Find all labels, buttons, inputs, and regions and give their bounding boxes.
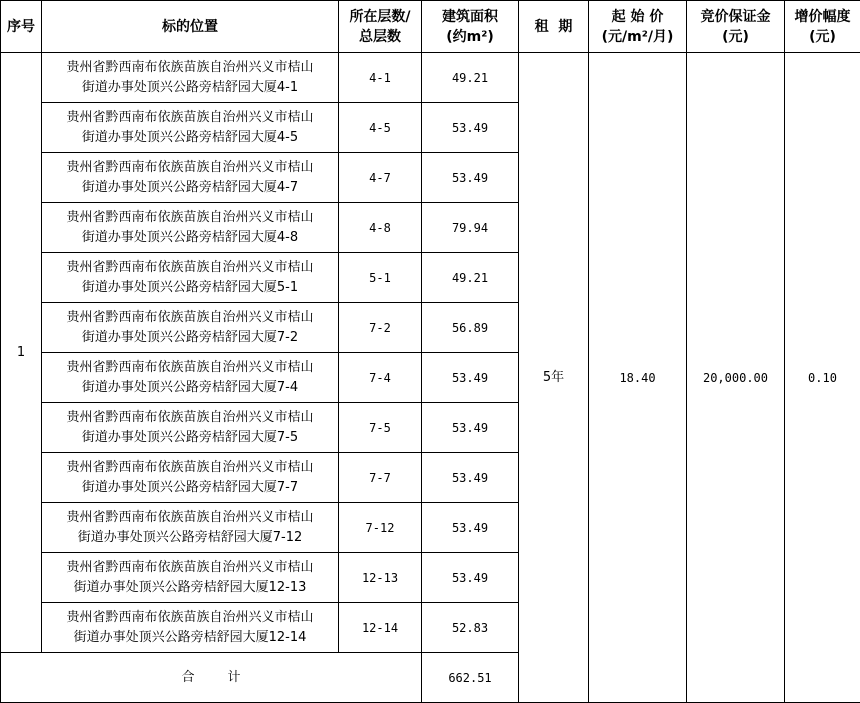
total-label: 合 计	[1, 653, 422, 703]
floor-cell: 7-5	[339, 403, 422, 453]
header-row	[1, 1, 860, 53]
location-line1: 贵州省黔西南布依族苗族自治州兴义市桔山	[66, 309, 314, 325]
floor-cell: 4-7	[339, 153, 422, 203]
header-increment	[785, 1, 860, 53]
location-line1: 贵州省黔西南布依族苗族自治州兴义市桔山	[66, 259, 314, 275]
header-deposit	[687, 1, 785, 53]
area-cell: 49.21	[422, 53, 519, 103]
header-area	[422, 1, 519, 53]
location-line2: 街道办事处顶兴公路旁桔舒园大厦12-14	[73, 629, 307, 645]
area-cell: 53.49	[422, 103, 519, 153]
location-line2: 街道办事处顶兴公路旁桔舒园大厦7-2	[81, 329, 299, 345]
location-cell	[42, 503, 339, 553]
header-price-line2: (元/m²/月)	[601, 28, 674, 45]
header-deposit-line1: 竞价保证金	[700, 8, 771, 25]
seq-cell: 1	[1, 53, 42, 653]
header-price-line1: 起 始 价	[611, 8, 664, 25]
floor-cell: 4-5	[339, 103, 422, 153]
table-row	[1, 53, 860, 103]
location-cell	[42, 203, 339, 253]
floor-cell: 12-14	[339, 603, 422, 653]
location-line1: 贵州省黔西南布依族苗族自治州兴义市桔山	[66, 609, 314, 625]
location-cell	[42, 603, 339, 653]
location-line2: 街道办事处顶兴公路旁桔舒园大厦4-1	[81, 79, 299, 95]
location-line1: 贵州省黔西南布依族苗族自治州兴义市桔山	[66, 559, 314, 575]
location-cell	[42, 53, 339, 103]
area-cell: 53.49	[422, 503, 519, 553]
location-line2: 街道办事处顶兴公路旁桔舒园大厦4-8	[81, 229, 299, 245]
header-area-line2: (约m²)	[446, 28, 494, 45]
header-increment-line1: 增价幅度	[794, 8, 851, 25]
floor-cell: 7-7	[339, 453, 422, 503]
location-line2: 街道办事处顶兴公路旁桔舒园大厦7-5	[81, 429, 299, 445]
location-line2: 街道办事处顶兴公路旁桔舒园大厦12-13	[73, 579, 307, 595]
header-floor	[339, 1, 422, 53]
floor-cell: 7-4	[339, 353, 422, 403]
location-line2: 街道办事处顶兴公路旁桔舒园大厦4-5	[81, 129, 299, 145]
area-cell: 79.94	[422, 203, 519, 253]
area-cell: 56.89	[422, 303, 519, 353]
floor-cell: 7-12	[339, 503, 422, 553]
location-cell	[42, 553, 339, 603]
location-line1: 贵州省黔西南布依族苗族自治州兴义市桔山	[66, 359, 314, 375]
location-cell	[42, 353, 339, 403]
floor-cell: 12-13	[339, 553, 422, 603]
header-area-line1: 建筑面积	[442, 8, 498, 25]
floor-cell: 5-1	[339, 253, 422, 303]
header-price	[589, 1, 687, 53]
deposit-cell: 20,000.00	[687, 53, 785, 703]
start-price-cell: 18.40	[589, 53, 687, 703]
location-line1: 贵州省黔西南布依族苗族自治州兴义市桔山	[66, 509, 314, 525]
header-seq: 序号	[1, 1, 42, 53]
location-cell	[42, 303, 339, 353]
location-line2: 街道办事处顶兴公路旁桔舒园大厦7-12	[77, 529, 303, 545]
area-cell: 53.49	[422, 353, 519, 403]
location-line1: 贵州省黔西南布依族苗族自治州兴义市桔山	[66, 159, 314, 175]
term-cell: 5年	[519, 53, 589, 703]
location-line1: 贵州省黔西南布依族苗族自治州兴义市桔山	[66, 459, 314, 475]
area-cell: 53.49	[422, 153, 519, 203]
location-cell	[42, 453, 339, 503]
location-cell	[42, 103, 339, 153]
floor-cell: 7-2	[339, 303, 422, 353]
location-line2: 街道办事处顶兴公路旁桔舒园大厦4-7	[81, 179, 299, 195]
location-cell	[42, 253, 339, 303]
location-line1: 贵州省黔西南布依族苗族自治州兴义市桔山	[66, 209, 314, 225]
area-cell: 49.21	[422, 253, 519, 303]
floor-cell: 4-1	[339, 53, 422, 103]
header-floor-line2: 总层数	[359, 28, 401, 45]
location-line2: 街道办事处顶兴公路旁桔舒园大厦5-1	[81, 279, 299, 295]
header-increment-line2: (元)	[809, 28, 836, 45]
total-area: 662.51	[422, 653, 519, 703]
area-cell: 53.49	[422, 553, 519, 603]
location-line2: 街道办事处顶兴公路旁桔舒园大厦7-7	[81, 479, 299, 495]
area-cell: 53.49	[422, 403, 519, 453]
table-body	[1, 53, 860, 703]
area-cell: 52.83	[422, 603, 519, 653]
header-term: 租 期	[519, 1, 589, 53]
location-cell	[42, 153, 339, 203]
area-cell: 53.49	[422, 453, 519, 503]
header-floor-line1: 所在层数/	[349, 8, 411, 25]
location-line1: 贵州省黔西南布依族苗族自治州兴义市桔山	[66, 109, 314, 125]
location-line2: 街道办事处顶兴公路旁桔舒园大厦7-4	[81, 379, 299, 395]
floor-cell: 4-8	[339, 203, 422, 253]
header-location: 标的位置	[42, 1, 339, 53]
increment-cell: 0.10	[785, 53, 860, 703]
location-line1: 贵州省黔西南布依族苗族自治州兴义市桔山	[66, 59, 314, 75]
location-cell	[42, 403, 339, 453]
location-line1: 贵州省黔西南布依族苗族自治州兴义市桔山	[66, 409, 314, 425]
header-deposit-line2: (元)	[722, 28, 749, 45]
